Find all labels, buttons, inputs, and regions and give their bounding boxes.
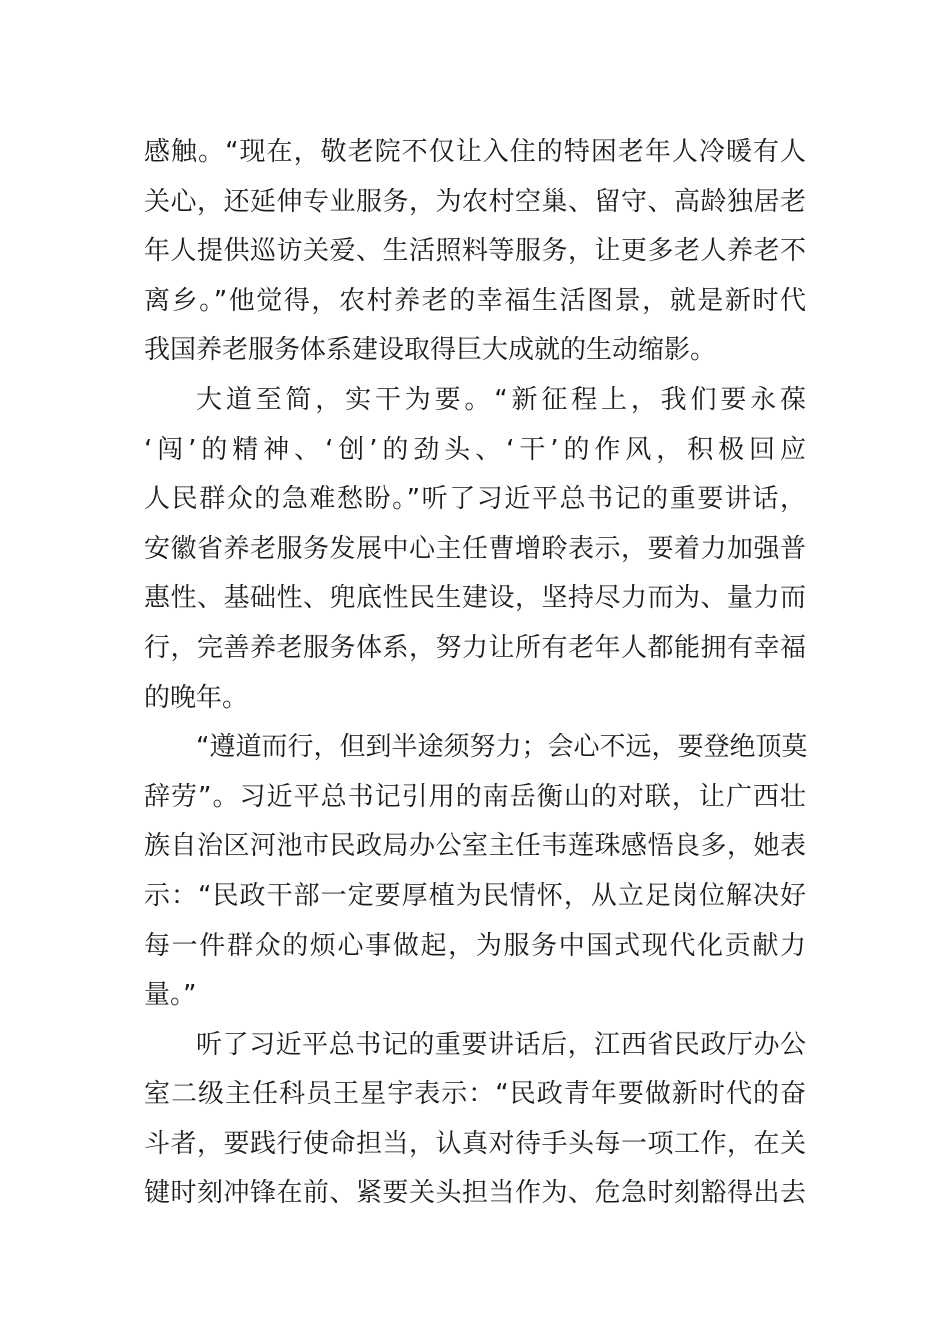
- text-line: 辞劳”。习近平总书记引用的南岳衡山的对联，让广西壮: [144, 781, 806, 812]
- text-line: ‘闯’的精神、‘创’的劲头、‘干’的作风，积极回应: [144, 434, 806, 465]
- text-line: 室二级主任科员王星宇表示：“民政青年要做新时代的奋: [144, 1079, 806, 1110]
- text-line: 人民群众的急难愁盼。”听了习近平总书记的重要讲话，: [144, 484, 806, 515]
- text-line: “遵道而行，但到半途须努力；会心不远，要登绝顶莫: [196, 732, 808, 763]
- text-line: 听了习近平总书记的重要讲话后，江西省民政厅办公: [196, 1029, 806, 1060]
- text-line: 大道至简，实干为要。“新征程上，我们要永葆: [196, 384, 806, 415]
- text-line: 离乡。”他觉得，农村养老的幸福生活图景，就是新时代: [144, 285, 806, 316]
- text-line: 的晚年。: [144, 682, 249, 713]
- text-line: 斗者，要践行使命担当，认真对待手头每一项工作，在关: [144, 1128, 806, 1159]
- text-line: 安徽省养老服务发展中心主任曹增聆表示，要着力加强普: [144, 533, 806, 564]
- text-line: 关心，还延伸专业服务，为农村空巢、留守、高龄独居老: [144, 186, 806, 217]
- text-line: 行，完善养老服务体系，努力让所有老年人都能拥有幸福: [144, 632, 806, 663]
- text-line: 族自治区河池市民政局办公室主任韦莲珠感悟良多，她表: [144, 831, 806, 862]
- text-line: 我国养老服务体系建设取得巨大成就的生动缩影。: [144, 335, 717, 366]
- text-line: 年人提供巡访关爱、生活照料等服务，让更多老人养老不: [144, 236, 806, 267]
- text-line: 示：“民政干部一定要厚植为民情怀，从立足岗位解决好: [144, 880, 806, 911]
- text-line: 惠性、基础性、兜底性民生建设，坚持尽力而为、量力而: [144, 583, 806, 614]
- text-line: 每一件群众的烦心事做起，为服务中国式现代化贡献力: [144, 930, 806, 961]
- body-text: [144, 128, 806, 1219]
- text-line: 键时刻冲锋在前、紧要关头担当作为、危急时刻豁得出去: [144, 1178, 806, 1209]
- text-line: 量。”: [144, 980, 197, 1011]
- text-line: 感触。“现在，敬老院不仅让入住的特困老年人冷暖有人: [144, 137, 806, 167]
